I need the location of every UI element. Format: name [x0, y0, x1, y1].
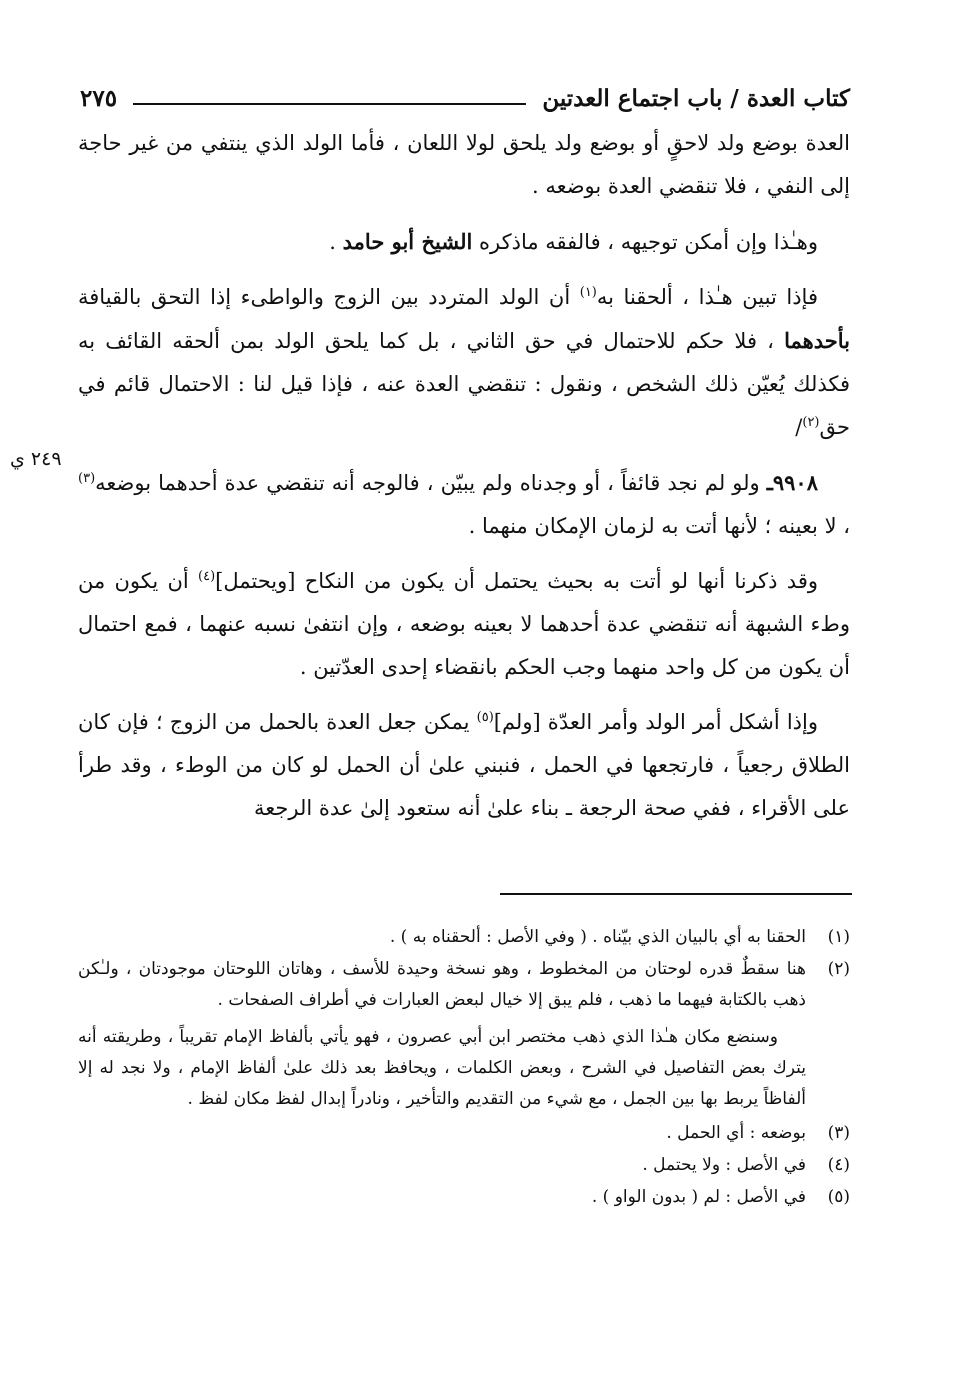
- footnote-text: بوضعه : أي الحمل .: [666, 1123, 806, 1143]
- footnote-ref-4: (٤): [198, 569, 216, 584]
- footnote: [78, 922, 850, 953]
- footnote-text: في الأصل : ولا يحتمل .: [642, 1155, 806, 1175]
- issue-number: ٩٩٠٨ـ: [766, 470, 818, 495]
- footnote-ref-5: (٥): [476, 710, 494, 725]
- header-rule: [133, 103, 526, 105]
- footnote-number: (٤): [827, 1155, 850, 1175]
- paragraph-1: العدة بوضع ولد لاحقٍ أو بوضع ولد يلحق لولا اللعان ، فأما الولد الذي ينتفي من غير حاجة إلى النفي ، فلا تنقضي العدة بوضعه .: [78, 131, 850, 198]
- margin-note: ٢٤٩ ي: [10, 448, 62, 470]
- footnote: [78, 1150, 850, 1181]
- paragraph-4: ٩٩٠٨ـ ولو لم نجد قائفاً ، أو وجدناه ولم يبيّن ، فالوجه أنه تنقضي عدة أحدهما بوضعه$^{(٣)}$ ، لا بعينه ؛ لأنها أتت به لزمان الإمكان منهما .: [78, 470, 850, 538]
- header-title: كتاب العدة / باب اجتماع العدتين: [542, 84, 850, 112]
- footnote-ref-3: (٣): [78, 471, 96, 486]
- footnote: [78, 1182, 850, 1213]
- paragraph-6: وإذا أشكل أمر الولد وأمر العدّة [ولم]$^{(٥)}$ يمكن جعل العدة بالحمل من الزوج ؛ فإن كان الطلاق رجعياً ، فارتجعها في الحمل ، فنبني علىٰ أن الحمل لو كان من الوطء ، وقد طرأ على الأقراء ، ففي صحة الرجعة ـ بناء علىٰ أنه ستعود إلىٰ عدة الرجعة: [78, 710, 850, 820]
- paragraph-2: وهـٰذا وإن أمكن توجيهه ، فالفقه ماذكره الشيخ أبو حامد .: [329, 229, 818, 254]
- footnote: [78, 954, 850, 1016]
- footnote-text: هنا سقطٌ قدره لوحتان من المخطوط ، وهو نسخة وحيدة للأسف ، وهاتان اللوحتان موجودتان ، ولـٰكن ذهب بالكتابة فيهما ما ذهب ، فلم يبق إلا خيال لبعض العبارات في أطراف الصفحات .: [78, 959, 806, 1010]
- bold-term: بأحدهما: [784, 328, 850, 353]
- footnote-ref-1: (١): [579, 285, 597, 300]
- running-header: [80, 78, 850, 118]
- footnote-number: (١): [827, 927, 850, 947]
- footnote-separator: [500, 893, 852, 895]
- bold-name: الشيخ أبو حامد: [342, 229, 473, 254]
- body-text: [78, 122, 850, 842]
- footnote: [78, 1118, 850, 1149]
- footnotes: [78, 922, 850, 1214]
- page-number: ٢٧٥: [80, 84, 118, 112]
- footnote-number: (٥): [827, 1187, 850, 1207]
- footnote-number: (٣): [827, 1123, 850, 1143]
- paragraph-3: فإذا تبين هـٰذا ، ألحقنا به$^{(١)}$ أن الولد المتردد بين الزوج والواطىء إذا التحق بالقيافة بأحدهما ، فلا حكم للاحتمال في حق الثاني ، بل كما يلحق الولد بمن ألحقه القائف به فكذلك يُعيّن ذلك الشخص ، ونقول : تنقضي العدة عنه ، فإذا قيل لنا : الاحتمال قائم في حق$^{(٢)}$/: [78, 285, 850, 439]
- footnote-text: الحقنا به أي بالبيان الذي بيّناه . ( وفي الأصل : ألحقناه به ) .: [389, 927, 806, 947]
- paragraph-5: وقد ذكرنا أنها لو أتت به بحيث يحتمل أن يكون من النكاح [ويحتمل]$^{(٤)}$ أن يكون من وطء الشبهة أنه تنقضي عدة أحدهما لا بعينه بوضعه ، وإن انتفىٰ نسبه عنهما ، فمع احتمال أن يكون من كل واحد منهما وجب الحكم بانقضاء إحدى العدّتين .: [78, 569, 850, 679]
- footnote-ref-2: (٢): [802, 415, 820, 430]
- footnote-text: في الأصل : لم ( بدون الواو ) .: [591, 1187, 806, 1207]
- footnote-number: (٢): [827, 959, 850, 979]
- footnote-continuation: وسنضع مكان هـٰذا الذي ذهب مختصر ابن أبي عصرون ، فهو يأتي بألفاظ الإمام تقريباً ، وطريقته أنه يترك بعض التفاصيل في الشرح ، وبعض الكلمات ، ويحافظ بعد ذلك علىٰ ألفاظ الإمام ، ولا نجد له إلا ألفاظاً يربط بها بين الجمل ، مع شيء من التقديم والتأخير ، ونادراً إبدال لفظ مكان لفظ .: [78, 1027, 806, 1109]
